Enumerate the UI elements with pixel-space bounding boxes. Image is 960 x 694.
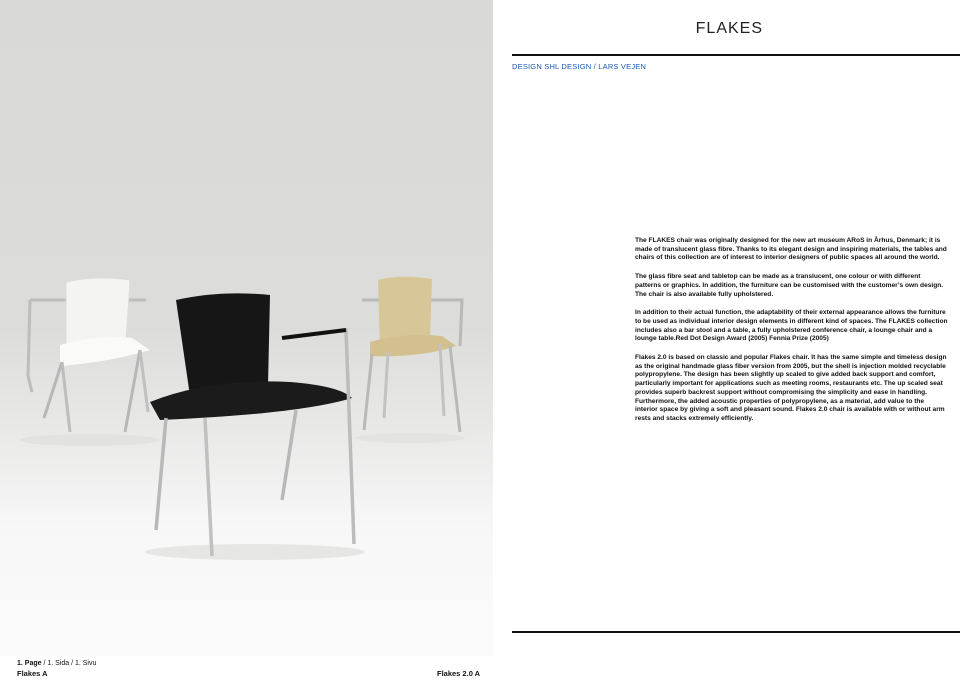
product-photo xyxy=(0,0,493,656)
page-label-translations: / 1. Sida / 1. Sivu xyxy=(41,660,97,667)
description-paragraph: Flakes 2.0 is based on classic and popular Flakes chair. It has the same simple and timeless design as the original handmade glass fiber version from 2005, but the shell is injection molded recyclable polypropylene. The design has been slightly up scaled to give added back support and comfort, particularly important for applications such as meeting rooms, restaurants etc. The up scaled seat provides superb backrest support without compromising the simplicity and ease in handling. Furthermore, the added acoustic properties of polypropylene, as a material, add value to the interior space by giving a soft and pleasant sound. Flakes 2.0 chair is available with or without arm rests and stacks extremely efficiently. xyxy=(635,354,947,422)
white-chair-shadow xyxy=(20,434,160,446)
beige-chair-shadow xyxy=(355,433,465,443)
product-description xyxy=(635,237,948,434)
description-paragraph: In addition to their actual function, the adaptability of their external appearance allows the furniture to be used as individual interior design elements in different kind of spaces. The FLAKES collection includes also a bar stool and a table, a fully upholstered conference chair, a lounge chair and a lounge table.Red Dot Design Award (2005) Fennia Prize (2005) xyxy=(635,309,948,343)
beige-chair xyxy=(362,277,462,432)
description-paragraph: The FLAKES chair was originally designed for the new art museum ARoS in Århus, Denmark; it is made of translucent glass fibre. Thanks to its elegant design and inspiring materials, the tables and chairs of this collection are of interest to interior designers of public spaces all around the world. xyxy=(635,237,947,262)
black-chair-shadow xyxy=(145,544,365,560)
black-chair xyxy=(150,293,354,556)
product-title: FLAKES xyxy=(695,20,763,37)
bottom-divider xyxy=(512,631,960,633)
footer-right-label: Flakes 2.0 A xyxy=(437,669,481,678)
page-indicator xyxy=(17,660,96,667)
chairs-illustration xyxy=(0,0,493,656)
white-chair xyxy=(28,278,150,432)
footer-left-label: Flakes A xyxy=(17,669,48,678)
top-divider xyxy=(512,54,960,56)
page-label: 1. Page xyxy=(17,660,42,667)
description-paragraph: The glass fibre seat and tabletop can be made as a translucent, one colour or with different patterns or graphics. In addition, the furniture can be customised with the customer’s own design. The chair is also available fully upholstered. xyxy=(635,273,944,298)
designer-credit: DESIGN SHL DESIGN / LARS VEJEN xyxy=(512,62,647,71)
